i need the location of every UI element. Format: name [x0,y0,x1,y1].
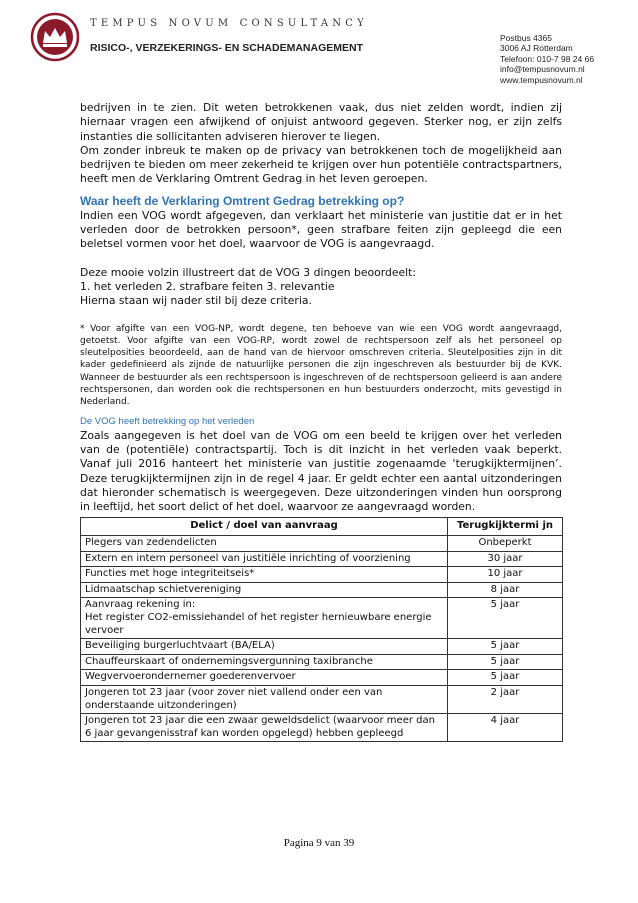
table-row [81,639,563,655]
table-cell-termijn: 2 jaar [448,685,563,713]
table-cell-delict: Jongeren tot 23 jaar (voor zover niet vallend onder een van onderstaande uitzonderingen) [81,685,448,713]
table-cell-delict: Aanvraag rekening in: Het register CO2-emissiehandel of het register hernieuwbare energie vervoer [81,598,448,639]
terugkijktermijn-table [80,517,563,742]
table-cell-delict: Jongeren tot 23 jaar die een zwaar geweldsdelict (waarvoor meer dan 6 jaar gevangenisstraf kan worden opgelegd) hebben gepleegd [81,714,448,742]
table-cell-termijn: Onbeperkt [448,536,563,552]
contact-phone: Telefoon: 010-7 98 24 66 [500,53,595,64]
table-header-row [81,518,563,536]
table-row [81,582,563,598]
contact-website[interactable]: www.tempusnovum.nl [500,74,583,85]
table-row [81,685,563,713]
table-body [81,536,563,742]
footnote-paragraph: * Voor afgifte van een VOG-NP, wordt degene, ten behoeve van wie een VOG wordt aangevraagd, getoetst. Voor afgifte van een VOG-RP, wordt zowel de rechtspersoon zelf als het personeel op sleutelposities beoordeeld, aan de hand van de hiervoor omschreven criteria. Sleutelposities zijn in dit kader gedefinieerd als zijnde de natuurlijke personen die zijn ingeschreven als bestuurder bij de KVK. Wanneer de bestuurder als een rechtspersoon is ingeschreven of de rechtspersoon gelieerd is aan andere rechtspersonen, dan worden ook die rechtspersonen en hun bestuurders onderzocht, mits gevestigd in Nederland. [80,323,562,408]
table-cell-delict: Functies met hoge integriteitseis* [81,567,448,583]
table-cell-delict: Wegvervoerondernemer goederenvervoer [81,670,448,686]
letterhead [0,0,638,92]
contact-email[interactable]: info@tempusnovum.nl [500,64,585,75]
section-heading-vog: Waar heeft de Verklaring Omtrent Gedrag betrekking op? [80,193,405,208]
table-cell-termijn: 4 jaar [448,714,563,742]
table-cell-termijn: 10 jaar [448,567,563,583]
table-header-termijn: Terugkijktermi jn [448,518,563,536]
table-cell-delict: Plegers van zedendelicten [81,536,448,552]
table-cell-delict: Lidmaatschap schietvereniging [81,582,448,598]
table-header-delict: Delict / doel van aanvraag [81,518,448,536]
privacy-paragraph: Om zonder inbreuk te maken op de privacy van betrokkenen toch de mogelijkheid aan bedrijven te bieden om meer zekerheid te krijgen over hun potentiële contractspartners, heeft men de Verklaring Omtrent Gedrag in het leven geroepen. [80,143,562,186]
criteria-line: 1. het verleden 2. strafbare feiten 3. relevantie [80,279,335,293]
table-row [81,536,563,552]
intro-paragraph: bedrijven in te zien. Dit weten betrokkenen vaak, dus niet zelden wordt, indien zij hiernaar vragen een afwijkend of onjuist antwoord gegeven. Sterker nog, er zijn zelfs instanties die sollicitanten adviseren hierover te liegen. [80,101,562,143]
table-cell-termijn: 8 jaar [448,582,563,598]
table-row [81,598,563,639]
contact-postbus: Postbus 4365 [500,33,552,43]
table-row [81,567,563,583]
table-row [81,714,563,742]
verleden-paragraph: Zoals aangegeven is het doel van de VOG om een beeld te krijgen over het verleden van de (potentiële) contractspartij. Toch is dit inzicht in het verleden vaak beperkt. Vanaf juli 2016 hanteert het ministerie van justitie zogenaamde ‘terugkijktermijnen’. Deze terugkijktermijnen zijn in de regel 4 jaar. Er geldt echter een aantal uitzonderingen dat hieronder schematisch is weergegeven. Deze uitzonderingen vinden hun oorsprong in leeftijd, het soort delict of het doel, waarvoor ze aangevraagd worden. [80,428,562,514]
page-content [80,101,562,742]
page-number: Pagina 9 van 39 [283,837,355,849]
table-row [81,654,563,670]
contact-block [500,33,594,85]
subheading-verleden: De VOG heeft betrekking op het verleden [80,415,255,427]
crown-circle-logo-icon [30,12,80,62]
table-cell-delict: Chauffeurskaart of ondernemingsvergunning taxibranche [81,654,448,670]
vog-paragraph: Indien een VOG wordt afgegeven, dan verklaart het ministerie van justitie dat er in het verleden door de betrokken persoon*, geen strafbare feiten zijn gepleegd die een beletsel vormen voor het doel, waarvoor de VOG is aangevraagd. [80,208,562,251]
table-cell-termijn: 5 jaar [448,598,563,639]
table-row [81,551,563,567]
criteria-intro-line: Hierna staan wij nader stil bij deze criteria. [80,294,312,308]
company-tagline: RISICO-, VERZEKERINGS- EN SCHADEMANAGEMENT [90,42,364,54]
table-row [81,670,563,686]
table-cell-termijn: 30 jaar [448,551,563,567]
table-cell-termijn: 5 jaar [448,670,563,686]
table-cell-delict: Beveiliging burgerluchtvaart (BA/ELA) [81,639,448,655]
volzin-line: Deze mooie volzin illustreert dat de VOG 3 dingen beoordeelt: [80,265,417,279]
contact-city: 3006 AJ Rotterdam [500,43,573,54]
table-cell-termijn: 5 jaar [448,654,563,670]
company-name: TEMPUS NOVUM CONSULTANCY [90,18,368,29]
table-cell-termijn: 5 jaar [448,639,563,655]
table-cell-delict: Extern en intern personeel van justitiële inrichting of voorziening [81,551,448,567]
